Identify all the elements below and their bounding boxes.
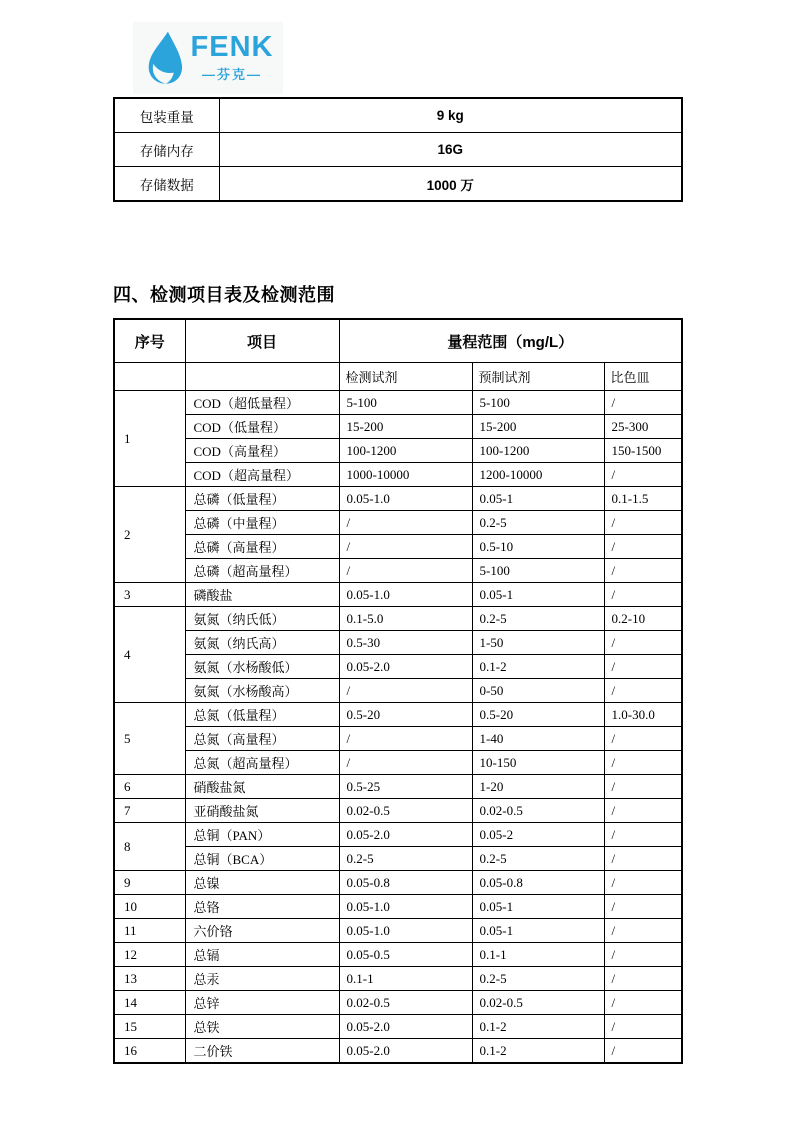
table-row <box>114 847 682 871</box>
spec-row <box>114 133 682 167</box>
item-cell: COD（低量程） <box>185 415 339 439</box>
premade-reagent-cell: 0.2-5 <box>472 607 604 631</box>
test-reagent-cell: / <box>339 727 472 751</box>
table-row <box>114 823 682 847</box>
spec-label: 存储内存 <box>114 133 219 167</box>
table-row <box>114 655 682 679</box>
table-row <box>114 511 682 535</box>
table-row <box>114 1015 682 1039</box>
test-reagent-cell: 0.05-0.5 <box>339 943 472 967</box>
cuvette-cell: / <box>604 511 682 535</box>
cuvette-cell: / <box>604 751 682 775</box>
spec-row <box>114 167 682 202</box>
premade-reagent-cell: 10-150 <box>472 751 604 775</box>
row-index-cell: 11 <box>114 919 185 943</box>
cuvette-cell: / <box>604 895 682 919</box>
item-cell: 总锌 <box>185 991 339 1015</box>
premade-reagent-cell: 0.2-5 <box>472 967 604 991</box>
test-reagent-cell: 0.05-2.0 <box>339 1015 472 1039</box>
item-cell: 亚硝酸盐氮 <box>185 799 339 823</box>
specs-table <box>113 97 683 202</box>
test-reagent-cell: 1000-10000 <box>339 463 472 487</box>
table-row <box>114 679 682 703</box>
test-reagent-cell: 0.5-20 <box>339 703 472 727</box>
table-row <box>114 991 682 1015</box>
test-reagent-cell: 15-200 <box>339 415 472 439</box>
row-index-cell: 7 <box>114 799 185 823</box>
premade-reagent-cell: 0.2-5 <box>472 511 604 535</box>
item-cell: 磷酸盐 <box>185 583 339 607</box>
table-subheader-row <box>114 363 682 391</box>
test-reagent-cell: 0.02-0.5 <box>339 799 472 823</box>
row-index-cell: 3 <box>114 583 185 607</box>
item-cell: COD（超高量程） <box>185 463 339 487</box>
table-row <box>114 559 682 583</box>
subheader-empty-index <box>114 363 185 391</box>
logo <box>133 22 283 94</box>
test-reagent-cell: 0.05-1.0 <box>339 919 472 943</box>
test-reagent-cell: 0.05-2.0 <box>339 1039 472 1064</box>
table-row <box>114 535 682 559</box>
test-reagent-cell: / <box>339 679 472 703</box>
cuvette-cell: / <box>604 535 682 559</box>
item-cell: 总铜（BCA） <box>185 847 339 871</box>
item-cell: 总镉 <box>185 943 339 967</box>
cuvette-cell: 0.2-10 <box>604 607 682 631</box>
premade-reagent-cell: 15-200 <box>472 415 604 439</box>
detection-table <box>113 318 683 1064</box>
item-cell: 总磷（高量程） <box>185 535 339 559</box>
premade-reagent-cell: 1-50 <box>472 631 604 655</box>
cuvette-cell: / <box>604 679 682 703</box>
item-cell: 总氮（超高量程） <box>185 751 339 775</box>
item-cell: 总磷（低量程） <box>185 487 339 511</box>
spec-row <box>114 98 682 133</box>
table-row <box>114 607 682 631</box>
cuvette-cell: / <box>604 1039 682 1064</box>
cuvette-cell: / <box>604 847 682 871</box>
row-index-cell: 10 <box>114 895 185 919</box>
item-cell: 氨氮（水杨酸高） <box>185 679 339 703</box>
item-cell: 二价铁 <box>185 1039 339 1064</box>
row-index-cell: 15 <box>114 1015 185 1039</box>
spec-label: 存储数据 <box>114 167 219 202</box>
item-cell: 氨氮（水杨酸低） <box>185 655 339 679</box>
row-index-cell: 4 <box>114 607 185 703</box>
cuvette-cell: / <box>604 463 682 487</box>
spec-value: 9 kg <box>219 98 682 133</box>
brand-name: FENK <box>190 31 274 63</box>
row-index-cell: 5 <box>114 703 185 775</box>
cuvette-cell: / <box>604 655 682 679</box>
premade-reagent-cell: 1-20 <box>472 775 604 799</box>
table-row <box>114 583 682 607</box>
specs-table-body <box>114 98 682 201</box>
cuvette-cell: / <box>604 631 682 655</box>
premade-reagent-cell: 5-100 <box>472 391 604 415</box>
item-cell: 总氮（低量程） <box>185 703 339 727</box>
test-reagent-cell: 0.5-30 <box>339 631 472 655</box>
table-row <box>114 775 682 799</box>
row-index-cell: 13 <box>114 967 185 991</box>
row-index-cell: 8 <box>114 823 185 871</box>
test-reagent-cell: 0.1-1 <box>339 967 472 991</box>
test-reagent-cell: / <box>339 535 472 559</box>
test-reagent-cell: 0.05-1.0 <box>339 583 472 607</box>
subheader-test-reagent: 检测试剂 <box>339 363 472 391</box>
test-reagent-cell: 0.2-5 <box>339 847 472 871</box>
test-reagent-cell: 0.05-1.0 <box>339 487 472 511</box>
test-reagent-cell: 0.05-0.8 <box>339 871 472 895</box>
item-cell: 总铬 <box>185 895 339 919</box>
cuvette-cell: / <box>604 391 682 415</box>
test-reagent-cell: 0.05-1.0 <box>339 895 472 919</box>
table-row <box>114 703 682 727</box>
cuvette-cell: / <box>604 727 682 751</box>
item-cell: 硝酸盐氮 <box>185 775 339 799</box>
item-cell: COD（超低量程） <box>185 391 339 415</box>
cuvette-cell: 0.1-1.5 <box>604 487 682 511</box>
cuvette-cell: 1.0-30.0 <box>604 703 682 727</box>
cuvette-cell: 25-300 <box>604 415 682 439</box>
row-index-cell: 16 <box>114 1039 185 1064</box>
premade-reagent-cell: 0.2-5 <box>472 847 604 871</box>
cuvette-cell: / <box>604 583 682 607</box>
item-cell: 六价铬 <box>185 919 339 943</box>
cuvette-cell: / <box>604 943 682 967</box>
table-row <box>114 415 682 439</box>
test-reagent-cell: 0.05-2.0 <box>339 655 472 679</box>
premade-reagent-cell: 0.05-1 <box>472 487 604 511</box>
premade-reagent-cell: 0.1-2 <box>472 1039 604 1064</box>
premade-reagent-cell: 100-1200 <box>472 439 604 463</box>
test-reagent-cell: / <box>339 511 472 535</box>
row-index-cell: 1 <box>114 391 185 487</box>
row-index-cell: 9 <box>114 871 185 895</box>
cuvette-cell: / <box>604 1015 682 1039</box>
cuvette-cell: / <box>604 871 682 895</box>
item-cell: 总铜（PAN） <box>185 823 339 847</box>
premade-reagent-cell: 5-100 <box>472 559 604 583</box>
header-range: 量程范围（mg/L） <box>339 319 682 363</box>
test-reagent-cell: 0.5-25 <box>339 775 472 799</box>
premade-reagent-cell: 0.05-1 <box>472 895 604 919</box>
test-reagent-cell: 5-100 <box>339 391 472 415</box>
table-row <box>114 871 682 895</box>
row-index-cell: 12 <box>114 943 185 967</box>
section-heading: 四、检测项目表及检测范围 <box>113 285 335 305</box>
row-index-cell: 2 <box>114 487 185 583</box>
subheader-premade-reagent: 预制试剂 <box>472 363 604 391</box>
table-row <box>114 943 682 967</box>
test-reagent-cell: 0.05-2.0 <box>339 823 472 847</box>
cuvette-cell: / <box>604 919 682 943</box>
cuvette-cell: / <box>604 967 682 991</box>
premade-reagent-cell: 0-50 <box>472 679 604 703</box>
subheader-cuvette: 比色皿 <box>604 363 682 391</box>
item-cell: 总氮（高量程） <box>185 727 339 751</box>
cuvette-cell: / <box>604 559 682 583</box>
premade-reagent-cell: 1-40 <box>472 727 604 751</box>
test-reagent-cell: 0.02-0.5 <box>339 991 472 1015</box>
premade-reagent-cell: 0.02-0.5 <box>472 991 604 1015</box>
table-row <box>114 463 682 487</box>
subheader-empty-item <box>185 363 339 391</box>
table-row <box>114 967 682 991</box>
item-cell: 氨氮（纳氏低） <box>185 607 339 631</box>
table-header-row <box>114 319 682 363</box>
cuvette-cell: 150-1500 <box>604 439 682 463</box>
table-row <box>114 631 682 655</box>
premade-reagent-cell: 1200-10000 <box>472 463 604 487</box>
table-row <box>114 439 682 463</box>
table-row <box>114 487 682 511</box>
premade-reagent-cell: 0.05-1 <box>472 583 604 607</box>
premade-reagent-cell: 0.05-2 <box>472 823 604 847</box>
item-cell: COD（高量程） <box>185 439 339 463</box>
water-drop-icon <box>143 29 187 87</box>
table-row <box>114 751 682 775</box>
item-cell: 总铁 <box>185 1015 339 1039</box>
item-cell: 总汞 <box>185 967 339 991</box>
cuvette-cell: / <box>604 823 682 847</box>
row-index-cell: 14 <box>114 991 185 1015</box>
cuvette-cell: / <box>604 991 682 1015</box>
premade-reagent-cell: 0.05-1 <box>472 919 604 943</box>
premade-reagent-cell: 0.5-20 <box>472 703 604 727</box>
logo-text <box>191 33 274 83</box>
test-reagent-cell: / <box>339 751 472 775</box>
table-row <box>114 895 682 919</box>
item-cell: 总镍 <box>185 871 339 895</box>
detection-table-body <box>114 391 682 1064</box>
test-reagent-cell: 100-1200 <box>339 439 472 463</box>
premade-reagent-cell: 0.1-1 <box>472 943 604 967</box>
premade-reagent-cell: 0.1-2 <box>472 1015 604 1039</box>
header-index: 序号 <box>114 319 185 363</box>
spec-label: 包装重量 <box>114 98 219 133</box>
brand-name-chinese: —芬克— <box>201 67 262 82</box>
table-row <box>114 919 682 943</box>
table-row <box>114 727 682 751</box>
item-cell: 总磷（超高量程） <box>185 559 339 583</box>
premade-reagent-cell: 0.1-2 <box>472 655 604 679</box>
premade-reagent-cell: 0.02-0.5 <box>472 799 604 823</box>
spec-value: 16G <box>219 133 682 167</box>
table-row <box>114 799 682 823</box>
table-row <box>114 391 682 415</box>
item-cell: 氨氮（纳氏高） <box>185 631 339 655</box>
premade-reagent-cell: 0.05-0.8 <box>472 871 604 895</box>
spec-value: 1000 万 <box>219 167 682 202</box>
test-reagent-cell: / <box>339 559 472 583</box>
table-row <box>114 1039 682 1064</box>
premade-reagent-cell: 0.5-10 <box>472 535 604 559</box>
test-reagent-cell: 0.1-5.0 <box>339 607 472 631</box>
cuvette-cell: / <box>604 799 682 823</box>
item-cell: 总磷（中量程） <box>185 511 339 535</box>
row-index-cell: 6 <box>114 775 185 799</box>
cuvette-cell: / <box>604 775 682 799</box>
header-item: 项目 <box>185 319 339 363</box>
